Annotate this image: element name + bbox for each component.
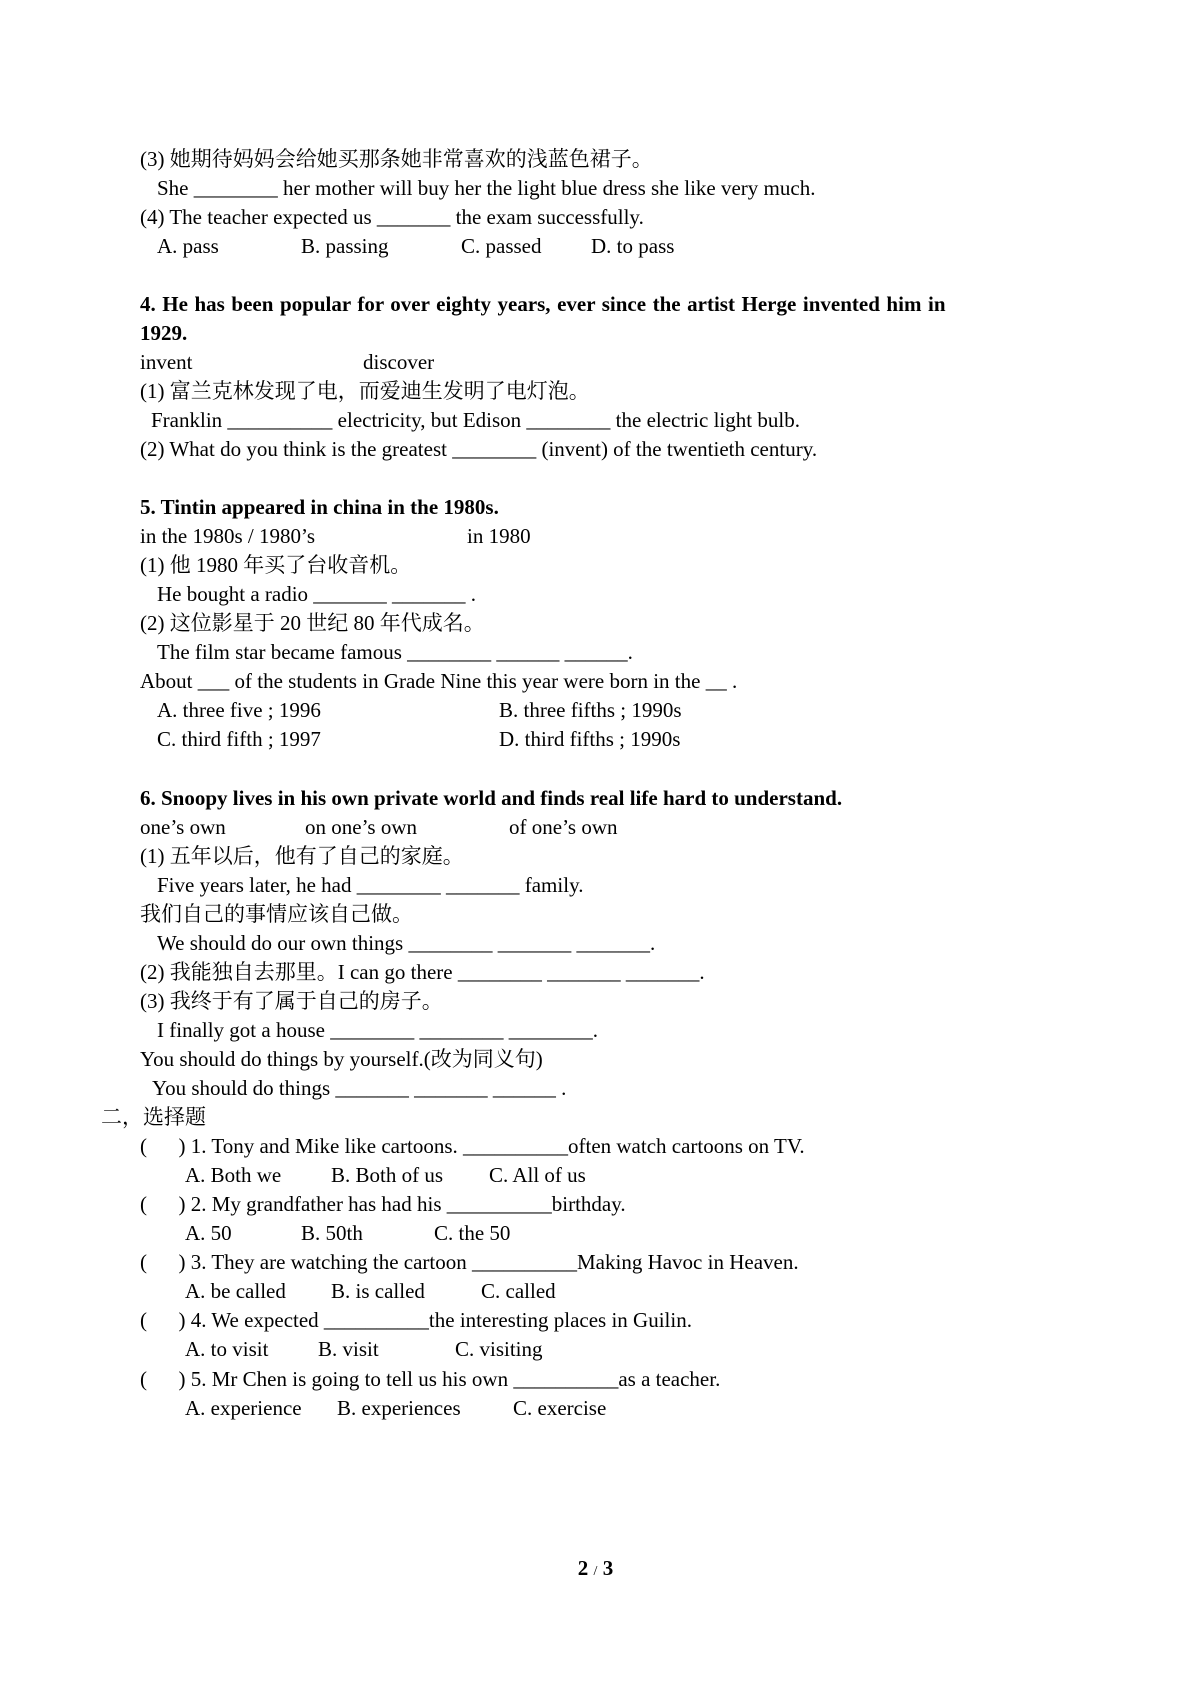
mc-question-1: ( ) 1. Tony and Mike like cartoons. __________often watch cartoons on TV.: [140, 1134, 805, 1158]
page-total: 3: [602, 1556, 614, 1580]
s5-option-c: C. third fifth ; 1997: [157, 727, 321, 751]
s4-q1-english: Franklin __________ electricity, but Edison ________ the electric light bulb.: [151, 408, 800, 432]
s5-q1-english: He bought a radio _______ _______ .: [157, 582, 477, 606]
mc-q1-option-a: A. Both we: [185, 1163, 282, 1187]
mc-q4-option-a: A. to visit: [185, 1337, 269, 1361]
q4-option-c: C. passed: [461, 234, 542, 258]
s5-word-1980s: in the 1980s / 1980’s: [140, 524, 316, 548]
s6-q1b-chinese: 我们自己的事情应该自己做。: [140, 902, 413, 926]
s5-option-b: B. three fifths ; 1990s: [499, 698, 682, 722]
section4-heading: 4. He has been popular for over eighty years, ever since the artist Herge invented him in: [140, 292, 946, 316]
q4-option-d: D. to pass: [591, 234, 675, 258]
s6-q1-chinese: (1) 五年以后，他有了自己的家庭。: [140, 844, 464, 868]
mc-question-2: ( ) 2. My grandfather has had his __________birthday.: [140, 1192, 626, 1216]
s5-q1-chinese: (1) 他 1980 年买了台收音机。: [140, 553, 412, 577]
s5-q2-english: The film star became famous ________ ______ ______.: [157, 640, 633, 664]
q3-english: She ________ her mother will buy her the light blue dress she like very much.: [157, 176, 816, 200]
mc-section-title: 二，选择题: [101, 1105, 206, 1129]
section6-heading: 6. Snoopy lives in his own private world and finds real life hard to understand.: [140, 786, 843, 810]
section5-heading: 5. Tintin appeared in china in the 1980s.: [140, 495, 499, 519]
mc-q2-option-b: B. 50th: [301, 1221, 363, 1245]
s6-q1-english: Five years later, he had ________ _______ family.: [157, 873, 584, 897]
s6-word-on-ones-own: on one’s own: [305, 815, 417, 839]
q4-option-b: B. passing: [301, 234, 389, 258]
mc-q3-option-a: A. be called: [185, 1279, 286, 1303]
page-current: 2: [577, 1556, 589, 1580]
mc-q1-option-c: C. All of us: [489, 1163, 586, 1187]
mc-q2-option-c: C. the 50: [434, 1221, 511, 1245]
s5-q2-chinese: (2) 这位影星于 20 世纪 80 年代成名。: [140, 611, 485, 635]
s6-q4: You should do things by yourself.(改为同义句): [140, 1047, 543, 1071]
s6-q2: (2) 我能独自去那里。I can go there ________ _______ _______.: [140, 960, 705, 984]
mc-q4-option-b: B. visit: [318, 1337, 379, 1361]
s6-q3-english: I finally got a house ________ ________ ________.: [157, 1018, 598, 1042]
s5-q3: About ___ of the students in Grade Nine this year were born in the __ .: [140, 669, 738, 693]
page-separator: /: [593, 1564, 598, 1579]
q3-chinese: (3) 她期待妈妈会给她买那条她非常喜欢的浅蓝色裙子。: [140, 147, 653, 171]
mc-q5-option-c: C. exercise: [513, 1396, 607, 1420]
mc-q5-option-a: A. experience: [185, 1396, 302, 1420]
s4-q2: (2) What do you think is the greatest ________ (invent) of the twentieth century.: [140, 437, 818, 461]
page-number: [0, 1555, 1191, 1585]
s6-q1b-english: We should do our own things ________ _______ _______.: [157, 931, 656, 955]
s4-q1-chinese: (1) 富兰克林发现了电，而爱迪生发明了电灯泡。: [140, 379, 590, 403]
s5-option-d: D. third fifths ; 1990s: [499, 727, 681, 751]
mc-question-3: ( ) 3. They are watching the cartoon __________Making Havoc in Heaven.: [140, 1250, 799, 1274]
section4-heading-cont: 1929.: [140, 321, 188, 345]
s4-word-invent: invent: [140, 350, 193, 374]
mc-q3-option-c: C. called: [481, 1279, 556, 1303]
mc-question-4: ( ) 4. We expected __________the interesting places in Guilin.: [140, 1308, 692, 1332]
s6-word-ones-own: one’s own: [140, 815, 226, 839]
q4-question: (4) The teacher expected us _______ the exam successfully.: [140, 205, 644, 229]
mc-q1-option-b: B. Both of us: [331, 1163, 444, 1187]
s4-word-discover: discover: [363, 350, 435, 374]
mc-question-5: ( ) 5. Mr Chen is going to tell us his own __________as a teacher.: [140, 1367, 721, 1391]
mc-q4-option-c: C. visiting: [455, 1337, 543, 1361]
s5-option-a: A. three five ; 1996: [157, 698, 321, 722]
mc-q3-option-b: B. is called: [331, 1279, 425, 1303]
s6-word-of-ones-own: of one’s own: [509, 815, 618, 839]
s6-q4-english: You should do things _______ _______ ______ .: [152, 1076, 567, 1100]
s5-word-1980: in 1980: [467, 524, 531, 548]
mc-q5-option-b: B. experiences: [337, 1396, 461, 1420]
mc-q2-option-a: A. 50: [185, 1221, 232, 1245]
q4-option-a: A. pass: [157, 234, 219, 258]
s6-q3-chinese: (3) 我终于有了属于自己的房子。: [140, 989, 443, 1013]
